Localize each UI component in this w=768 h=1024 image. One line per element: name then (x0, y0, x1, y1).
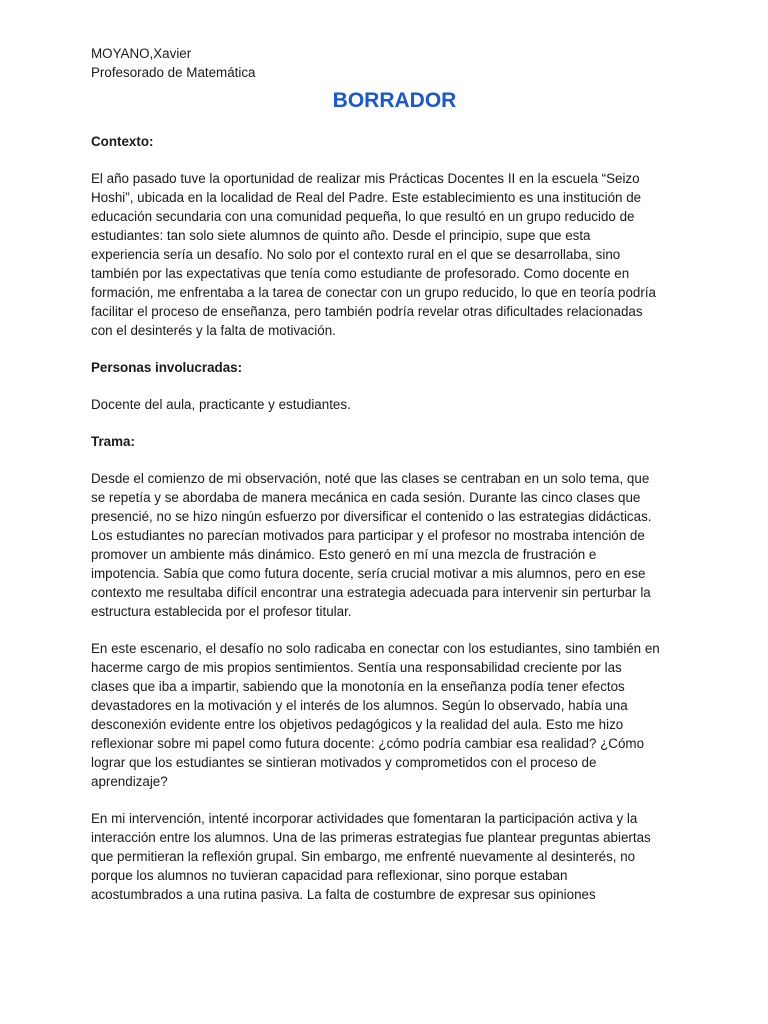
paragraph-line: clases que iba a impartir, sabiendo que la monotonía en la enseñanza podía tener efectos (91, 679, 625, 694)
section-heading: Trama: (91, 434, 135, 449)
paragraph-line: con el desinterés y la falta de motivación. (91, 323, 336, 338)
paragraph-line: formación, me enfrentaba a la tarea de conectar con un grupo reducido, lo que en teoría podría (91, 285, 657, 300)
paragraph-line: se repetía y se abordaba de manera mecánica en cada sesión. Durante las cinco clases que (91, 490, 641, 505)
paragraph-line: En mi intervención, intenté incorporar actividades que fomentaran la participación activa y la (91, 811, 638, 826)
paragraph-line: facilitar el proceso de enseñanza, pero también podría revelar otras dificultades relacionadas (91, 304, 643, 319)
paragraph-line: En este escenario, el desafío no solo radicaba en conectar con los estudiantes, sino también en (91, 641, 660, 656)
paragraph-line: presencié, no se hizo ningún esfuerzo por diversificar el contenido o las estrategias didácticas. (91, 509, 652, 524)
body-paragraph (91, 469, 698, 621)
paragraph-line: Desde el comienzo de mi observación, noté que las clases se centraban en un solo tema, que (91, 471, 650, 486)
paragraph-line: contexto me resultaba difícil encontrar una estrategia adecuada para intervenir sin perturbar la (91, 585, 651, 600)
body-paragraph (91, 639, 698, 791)
paragraph-line: devastadores en la motivación y el interés de los alumnos. Según lo observado, había una (91, 698, 628, 713)
paragraph-line: desconexión evidente entre los objetivos pedagógicos y la realidad del aula. Esto me hizo (91, 717, 624, 732)
body-paragraph (91, 809, 698, 904)
author-name: MOYANO,Xavier (91, 46, 192, 61)
document-title: BORRADOR (332, 89, 457, 112)
paragraph-line: también por las expectativas que tenía como estudiante de profesorado. Como docente en (91, 266, 630, 281)
paragraph-line: porque los alumnos no tuvieran capacidad para reflexionar, sino porque estaban (91, 868, 568, 883)
body-paragraph (91, 169, 698, 340)
paragraph-line: aprendizaje? (91, 774, 168, 789)
paragraph-line: impotencia. Sabía que como futura docente, sería crucial motivar a mis alumnos, pero en ese (91, 566, 646, 581)
paragraph-line: El año pasado tuve la oportunidad de realizar mis Prácticas Docentes II en la escuela “Seizo (91, 171, 640, 186)
author-program: Profesorado de Matemática (91, 65, 256, 80)
paragraph-line: promover un ambiente más dinámico. Esto generó en mí una mezcla de frustración e (91, 547, 597, 562)
paragraph-line: reflexionar sobre mi papel como futura docente: ¿cómo podría cambiar esa realidad? ¿Cómo (91, 736, 645, 751)
paragraph-line: estructura establecida por el profesor titular. (91, 604, 352, 619)
paragraph-line: experiencia sería un desafío. No solo por el contexto rural en el que se desarrollaba, sino (91, 247, 621, 262)
paragraph-line: Docente del aula, practicante y estudiantes. (91, 397, 351, 412)
section-heading: Contexto: (91, 134, 154, 149)
paragraph-line: lograr que los estudiantes se sintieran motivados y comprometidos con el proceso de (91, 755, 597, 770)
paragraph-line: que permitieran la reflexión grupal. Sin embargo, me enfrenté nuevamente al desinterés, no (91, 849, 636, 864)
paragraph-line: Los estudiantes no parecían motivados para participar y el profesor no mostraba intención de (91, 528, 645, 543)
paragraph-line: hacerme cargo de mis propios sentimientos. Sentía una responsabilidad creciente por las (91, 660, 622, 675)
paragraph-line: acostumbrados a una rutina pasiva. La falta de costumbre de expresar sus opiniones (91, 887, 596, 902)
document-body (91, 132, 698, 904)
paragraph-line: educación secundaria con una comunidad pequeña, lo que resultó en un grupo reducido de (91, 209, 635, 224)
paragraph-line: estudiantes: tan solo siete alumnos de quinto año. Desde el principio, supe que esta (91, 228, 591, 243)
paragraph-line: Hoshi”, ubicada en la localidad de Real del Padre. Este establecimiento es una institución de (91, 190, 642, 205)
body-paragraph (91, 395, 698, 414)
paragraph-line: interacción entre los alumnos. Una de las primeras estrategias fue plantear preguntas abiertas (91, 830, 651, 845)
section-heading: Personas involucradas: (91, 360, 243, 375)
